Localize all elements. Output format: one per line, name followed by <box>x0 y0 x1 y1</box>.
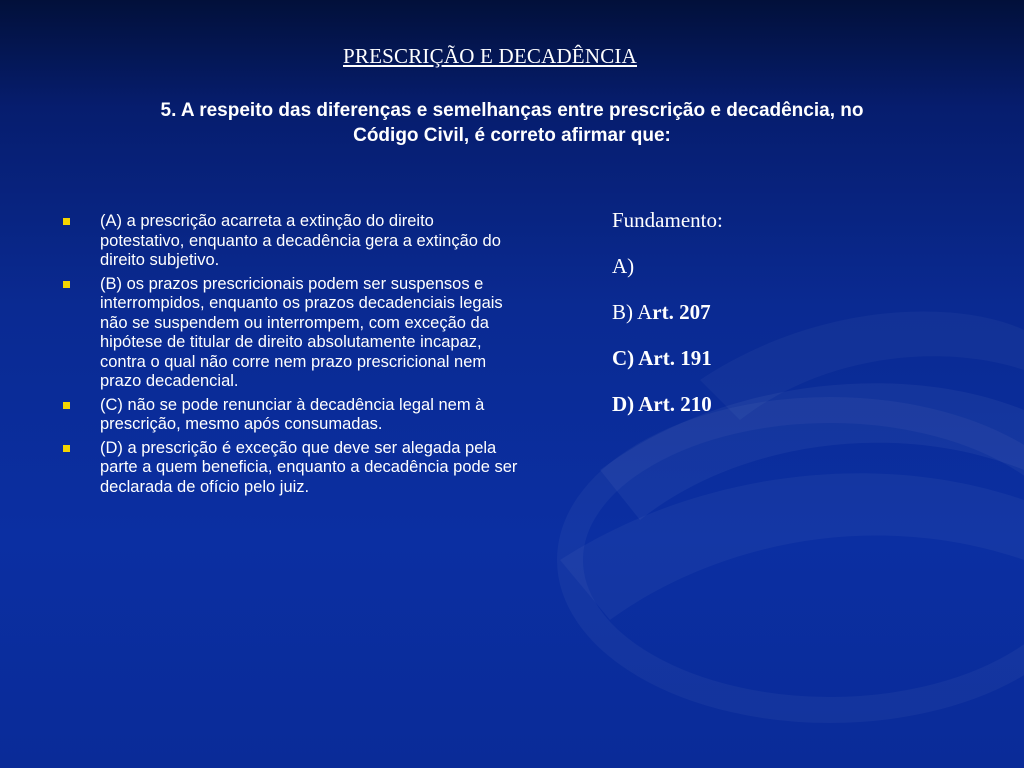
option-b-text: (B) os prazos prescricionais podem ser suspensos e interrompidos, enquanto os prazos decadenciais legais não se suspendem ou interrompem, com exceção da hipótese de titular de direito absolutamente incapaz, contra o qual não corre nem prazo prescricional nem prazo decadencial. <box>100 274 503 390</box>
option-d <box>60 439 522 498</box>
fundamento-a: A) <box>612 254 635 278</box>
option-d-text: (D) a prescrição é exceção que deve ser alegada pela parte a quem beneficia, enquanto a decadência pode ser declarada de ofício pelo juiz. <box>100 438 518 496</box>
question-line-2: Código Civil, é correto afirmar que: <box>353 125 671 146</box>
answer-options-list <box>60 212 522 501</box>
fundamento-b-prefix: B) A <box>612 300 653 324</box>
square-bullet-icon <box>63 218 70 225</box>
fundamento-d: D) Art. 210 <box>612 392 712 416</box>
option-a <box>60 212 522 271</box>
fundamento-heading: Fundamento: <box>612 208 723 232</box>
option-b <box>60 275 522 392</box>
square-bullet-icon <box>63 445 70 452</box>
question-text <box>60 98 964 148</box>
slide-title: PRESCRIÇÃO E DECADÊNCIA <box>343 44 637 68</box>
fundamento-b-article: rt. 207 <box>652 300 711 324</box>
square-bullet-icon <box>63 402 70 409</box>
fundamento-panel <box>612 206 972 436</box>
question-line-1: 5. A respeito das diferenças e semelhanças entre prescrição e decadência, no <box>160 100 864 121</box>
option-c <box>60 396 522 435</box>
option-c-text: (C) não se pode renunciar à decadência legal nem à prescrição, mesmo após consumadas. <box>100 395 485 433</box>
square-bullet-icon <box>63 281 70 288</box>
fundamento-b <box>612 298 972 344</box>
fundamento-c: C) Art. 191 <box>612 346 712 370</box>
option-a-text: (A) a prescrição acarreta a extinção do direito potestativo, enquanto a decadência gera a extinção do direito subjetivo. <box>100 212 501 269</box>
